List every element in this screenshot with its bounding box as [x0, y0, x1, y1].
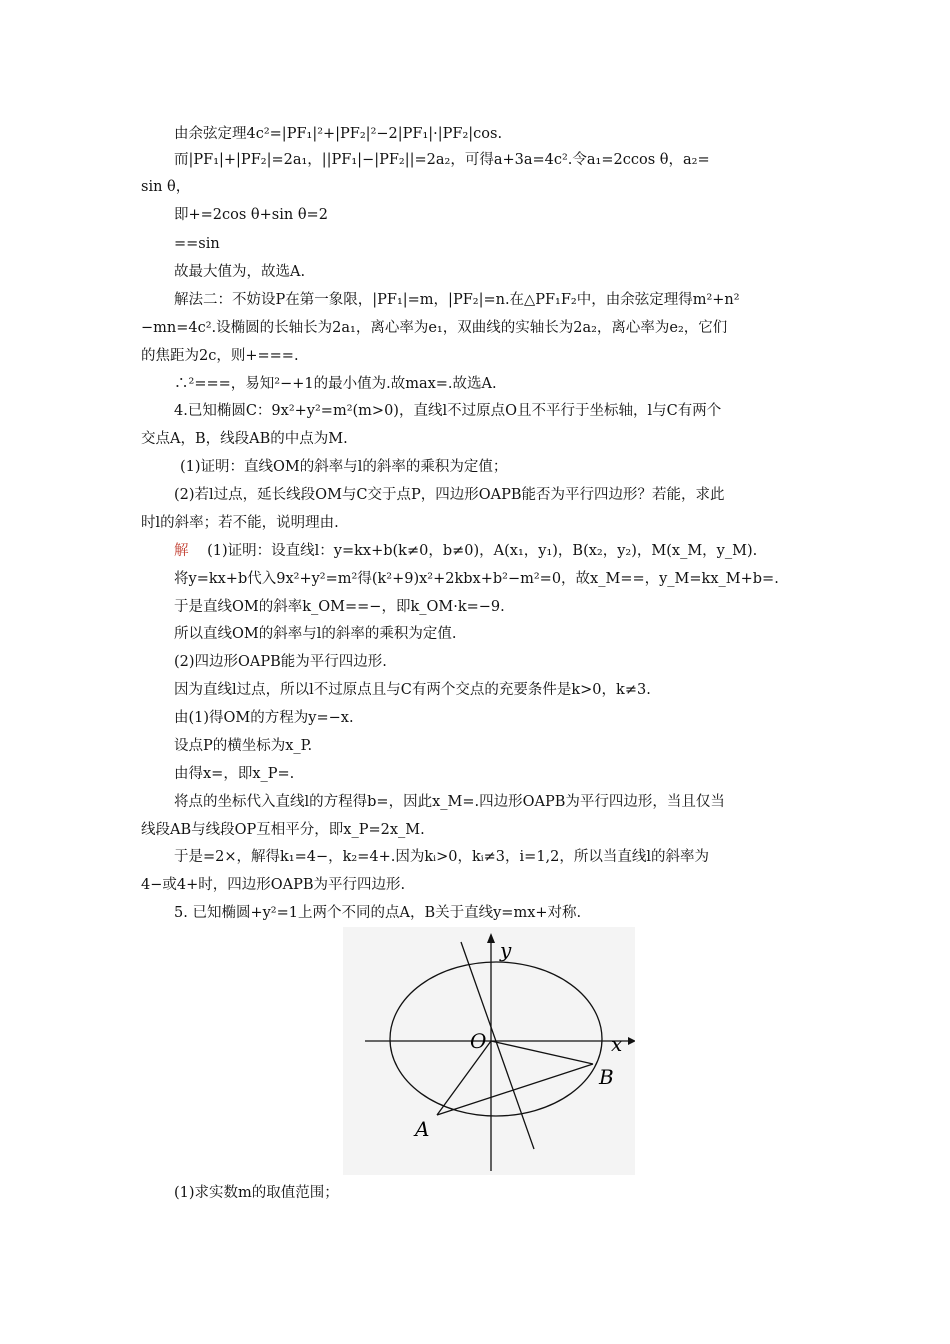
solution-marker: 解	[174, 543, 189, 559]
text-line: 于是直线OM的斜率k_OM==−，即k_OM·k=−9.	[174, 599, 505, 615]
text-line: 4−或4+时，四边形OAPB为平行四边形.	[141, 877, 406, 893]
text-line: −mn=4c².设椭圆的长轴长为2a₁，离心率为e₁，双曲线的实轴长为2a₂，离心率为e₂，它们	[141, 320, 728, 336]
text-line: 将y=kx+b代入9x²+y²=m²得(k²+9)x²+2kbx+b²−m²=0，故x_M==，y_M=kx_M+b=.	[174, 571, 779, 587]
ellipse-figure	[343, 927, 635, 1175]
text-line: (1)证明：直线OM的斜率与l的斜率的乘积为定值；	[180, 459, 508, 475]
solution-line	[174, 541, 757, 561]
text-line: 交点A，B，线段AB的中点为M.	[141, 431, 348, 447]
text-line: (2)四边形OAPB能为平行四边形.	[174, 654, 387, 670]
text-line: 故最大值为，故选A.	[174, 264, 306, 280]
problem-5-text: 5. 已知椭圆+y²=1上两个不同的点A，B关于直线y=mx+对称.	[174, 905, 582, 921]
text-line: 解法二：不妨设P在第一象限，|PF₁|=m，|PF₂|=n.在△PF₁F₂中，由余弦定理得m²+n²	[174, 292, 740, 308]
text-line: 设点P的横坐标为x_P.	[174, 738, 313, 754]
point-a-label: A	[415, 1117, 430, 1141]
text-line: 线段AB与线段OP互相平分，即x_P=2x_M.	[141, 822, 425, 838]
text-line: 因为直线l过点，所以l不过原点且与C有两个交点的充要条件是k>0，k≠3.	[174, 682, 651, 698]
text-line: 所以直线OM的斜率与l的斜率的乘积为定值.	[174, 626, 457, 642]
problem-4-text: 4.已知椭圆C：9x²+y²=m²(m>0)，直线l不过原点O且不平行于坐标轴，l与C有两个	[174, 403, 722, 419]
text-span: (1)证明：设直线l：y=kx+b(k≠0，b≠0)，A(x₁，y₁)，B(x₂，y₂)，M(x_M，y_M).	[207, 543, 758, 559]
point-b-label: B	[599, 1065, 614, 1089]
text-line: ==sin	[174, 236, 220, 252]
text-line: 于是=2×，解得k₁=4−，k₂=4+.因为kᵢ>0，kᵢ≠3，i=1,2，所以当直线l的斜率为	[174, 849, 710, 865]
figure-background	[343, 927, 635, 1175]
x-axis-label: x	[611, 1032, 623, 1056]
text-line: 的焦距为2c，则+===.	[141, 348, 299, 364]
text-line: 由得x=，即x_P=.	[174, 766, 295, 782]
text-line: 而|PF₁|+|PF₂|=2a₁，||PF₁|−|PF₂||=2a₂，可得a+3a=4c².令a₁=2ccos θ，a₂=	[174, 152, 710, 168]
text-line: 由余弦定理4c²=|PF₁|²+|PF₂|²−2|PF₁|·|PF₂|cos.	[174, 126, 503, 142]
origin-label: O	[470, 1029, 487, 1053]
text-line: 由(1)得OM的方程为y=−x.	[174, 710, 354, 726]
text-line: 时l的斜率；若不能，说明理由.	[141, 515, 339, 531]
text-line: 即+=2cos θ+sin θ=2	[174, 207, 328, 223]
y-axis-label: y	[500, 938, 512, 962]
text-line: (1)求实数m的取值范围；	[174, 1185, 339, 1201]
text-line: ∴²===，易知²−+1的最小值为.故max=.故选A.	[174, 376, 497, 392]
text-line: (2)若l过点，延长线段OM与C交于点P，四边形OAPB能否为平行四边形？若能，求此	[174, 487, 725, 503]
text-line: 将点的坐标代入直线l的方程得b=，因此x_M=.四边形OAPB为平行四边形，当且仅当	[174, 794, 725, 810]
text-line: sin θ，	[141, 179, 191, 195]
